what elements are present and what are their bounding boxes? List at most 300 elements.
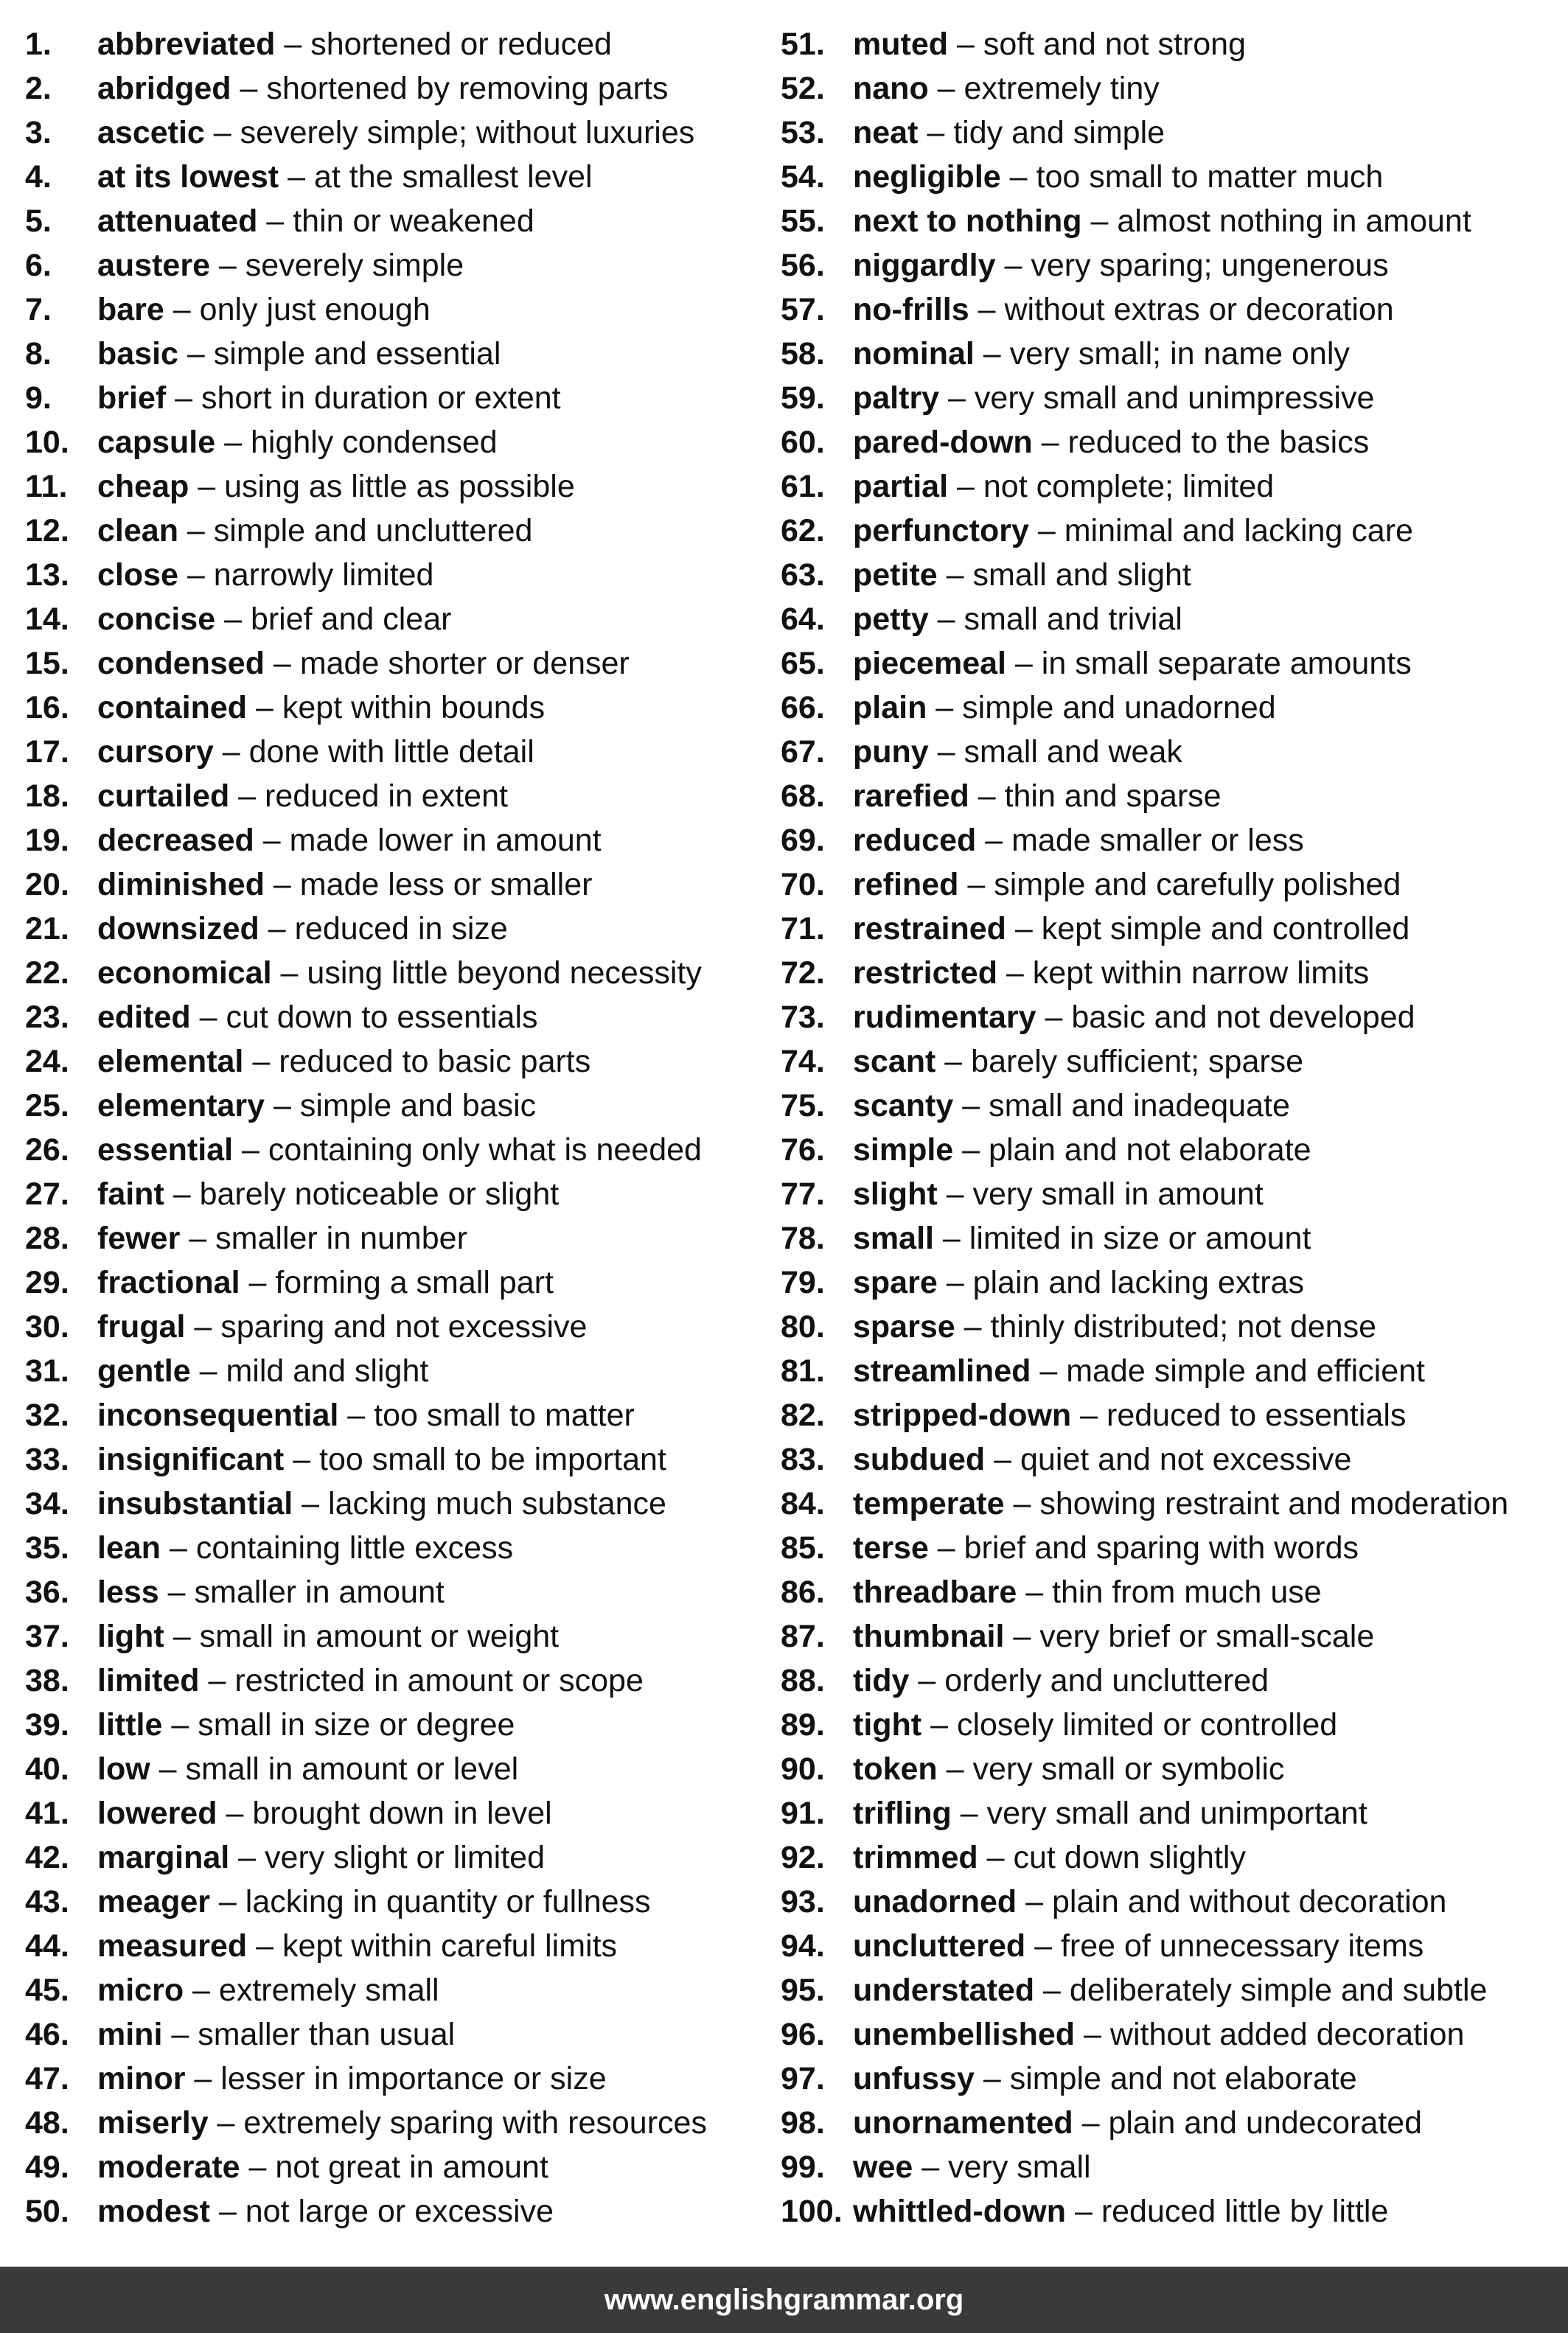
list-item (781, 243, 1562, 287)
item-number: 79. (781, 1265, 825, 1300)
list-item (25, 1349, 799, 1393)
item-number: 31. (25, 1353, 69, 1389)
footer-bar (0, 2267, 1568, 2333)
list-item (25, 1084, 799, 1128)
item-definition: containing only what is needed (268, 1132, 702, 1168)
item-separator: – (209, 1884, 245, 1919)
list-item (25, 1924, 799, 1968)
list-item (781, 464, 1562, 509)
item-number: 9. (25, 380, 52, 416)
item-separator: – (1004, 1619, 1040, 1654)
item-word: muted (853, 27, 948, 62)
item-separator: – (233, 1132, 268, 1168)
item-definition: mild and slight (226, 1353, 429, 1389)
item-number: 14. (25, 601, 69, 637)
item-definition: very small in amount (972, 1176, 1264, 1212)
item-number: 91. (781, 1796, 825, 1831)
item-separator: – (213, 734, 249, 770)
item-number: 7. (25, 292, 52, 327)
item-definition: too small to matter (374, 1398, 635, 1433)
item-separator: – (162, 1707, 198, 1743)
item-separator: – (939, 380, 975, 416)
item-definition: very small (948, 2149, 1091, 2185)
list-item (781, 420, 1562, 464)
item-definition: extremely sparing with resources (243, 2105, 707, 2141)
item-word: cursory (97, 734, 214, 770)
item-number: 20. (25, 867, 69, 902)
item-word: micro (97, 1973, 184, 2008)
item-number: 21. (25, 911, 69, 946)
item-number: 28. (25, 1221, 69, 1256)
item-separator: – (1017, 1574, 1053, 1610)
item-separator: – (955, 1309, 991, 1345)
item-number: 52. (781, 71, 825, 106)
item-number: 49. (25, 2149, 69, 2185)
item-separator: – (918, 115, 954, 150)
item-separator: – (1071, 1398, 1107, 1433)
list-item (781, 1924, 1562, 1968)
list-item (781, 2145, 1562, 2189)
list-item (25, 2012, 799, 2057)
item-word: restricted (853, 955, 997, 991)
list-item (781, 1216, 1562, 1260)
item-word: piecemeal (853, 646, 1006, 681)
item-number: 3. (25, 115, 52, 150)
item-number: 77. (781, 1176, 825, 1212)
item-word: scant (853, 1044, 936, 1079)
item-number: 4. (25, 159, 52, 195)
item-separator: – (164, 1619, 200, 1654)
item-separator: – (247, 690, 282, 725)
item-definition: showing restraint and moderation (1039, 1486, 1509, 1521)
item-separator: – (184, 1973, 219, 2008)
item-definition: deliberately simple and subtle (1069, 1973, 1488, 2008)
item-separator: – (1032, 425, 1068, 460)
item-separator: – (189, 469, 225, 504)
item-separator: – (215, 601, 251, 637)
item-number: 88. (781, 1663, 825, 1698)
item-separator: – (284, 1442, 320, 1477)
item-number: 90. (781, 1751, 825, 1787)
list-item (781, 907, 1562, 951)
item-number: 19. (25, 823, 69, 858)
list-item (781, 66, 1562, 111)
list-item (781, 2057, 1562, 2101)
item-definition: basic and not developed (1071, 1000, 1415, 1035)
list-item (25, 686, 799, 730)
list-item (25, 509, 799, 553)
item-definition: severely simple; without luxuries (240, 115, 695, 150)
item-separator: – (264, 867, 300, 902)
item-separator: – (1006, 911, 1042, 946)
word-list-left-column (25, 22, 799, 2233)
list-item (781, 641, 1562, 686)
item-definition: not large or excessive (245, 2194, 554, 2229)
item-separator: – (265, 646, 300, 681)
item-separator: – (215, 425, 251, 460)
item-definition: simple and carefully polished (994, 867, 1401, 902)
list-item (781, 199, 1562, 243)
list-item (25, 1216, 799, 1260)
item-number: 68. (781, 778, 825, 814)
list-item (25, 1260, 799, 1305)
item-definition: thin and sparse (1004, 778, 1222, 814)
item-separator: – (953, 1088, 989, 1123)
item-number: 65. (781, 646, 825, 681)
item-definition: lacking much substance (328, 1486, 666, 1521)
item-word: little (97, 1707, 163, 1743)
item-word: unornamented (853, 2105, 1073, 2141)
item-definition: reduced in extent (265, 778, 508, 814)
item-number: 51. (781, 27, 825, 62)
list-item (25, 1968, 799, 2012)
item-separator: – (257, 203, 293, 239)
list-item (25, 1835, 799, 1880)
item-separator: – (1075, 2017, 1110, 2052)
item-number: 84. (781, 1486, 825, 1521)
item-number: 95. (781, 1973, 825, 2008)
list-item (781, 2189, 1562, 2233)
item-separator: – (178, 336, 214, 372)
item-definition: not great in amount (275, 2149, 548, 2185)
item-separator: – (921, 1707, 957, 1743)
item-word: sparse (853, 1309, 955, 1345)
item-word: mini (97, 2017, 163, 2052)
item-number: 50. (25, 2194, 69, 2229)
item-number: 36. (25, 1574, 69, 1610)
item-number: 54. (781, 159, 825, 195)
list-item (25, 155, 799, 199)
item-definition: limited in size or amount (969, 1221, 1311, 1256)
item-definition: orderly and uncluttered (944, 1663, 1269, 1698)
item-number: 60. (781, 425, 825, 460)
item-separator: – (995, 248, 1031, 283)
item-word: condensed (97, 646, 265, 681)
list-item (781, 287, 1562, 332)
item-word: fewer (97, 1221, 181, 1256)
item-word: minor (97, 2061, 186, 2096)
item-definition: kept within narrow limits (1032, 955, 1370, 991)
list-item (25, 1526, 799, 1570)
item-number: 8. (25, 336, 52, 372)
item-separator: – (997, 955, 1033, 991)
item-number: 25. (25, 1088, 69, 1123)
item-separator: – (217, 1796, 253, 1831)
item-number: 61. (781, 469, 825, 504)
item-separator: – (1034, 1973, 1070, 2008)
item-number: 17. (25, 734, 69, 770)
item-word: temperate (853, 1486, 1005, 1521)
item-definition: without extras or decoration (1004, 292, 1394, 327)
item-word: trimmed (853, 1840, 978, 1875)
item-separator: – (1017, 1884, 1052, 1919)
item-definition: brief and sparing with words (964, 1530, 1359, 1566)
list-item (781, 1614, 1562, 1659)
item-definition: shortened or reduced (310, 27, 612, 62)
item-separator: – (935, 1044, 972, 1079)
item-separator: – (158, 1574, 195, 1610)
list-item (781, 1791, 1562, 1835)
item-word: less (97, 1574, 159, 1610)
item-separator: – (180, 1221, 216, 1256)
item-number: 41. (25, 1796, 69, 1831)
item-word: pared-down (853, 425, 1033, 460)
item-separator: – (969, 292, 1005, 327)
item-definition: reduced to the basics (1067, 425, 1370, 460)
list-item (25, 1747, 799, 1791)
item-definition: smaller in amount (194, 1574, 445, 1610)
item-definition: reduced to basic parts (279, 1044, 591, 1079)
item-number: 64. (781, 601, 825, 637)
item-word: cheap (97, 469, 189, 504)
item-definition: simple and not elaborate (1009, 2061, 1357, 2096)
item-definition: very sparing; ungenerous (1031, 248, 1389, 283)
item-word: capsule (97, 425, 216, 460)
item-word: downsized (97, 911, 259, 946)
item-word: paltry (853, 380, 940, 416)
item-definition: brief and clear (250, 601, 452, 637)
list-item (25, 1791, 799, 1835)
item-number: 58. (781, 336, 825, 372)
item-word: reduced (853, 823, 977, 858)
item-word: modest (97, 2194, 210, 2229)
item-word: unadorned (853, 1884, 1017, 1919)
item-number: 89. (781, 1707, 825, 1743)
item-number: 98. (781, 2105, 825, 2141)
item-definition: narrowly limited (213, 557, 434, 593)
item-number: 76. (781, 1132, 825, 1168)
list-item (781, 951, 1562, 995)
item-definition: simple and uncluttered (213, 513, 533, 548)
list-item (25, 199, 799, 243)
item-number: 69. (781, 823, 825, 858)
item-separator: – (150, 1751, 186, 1787)
item-definition: very brief or small-scale (1039, 1619, 1375, 1654)
item-separator: – (178, 557, 214, 593)
list-item (25, 332, 799, 376)
item-word: next to nothing (853, 203, 1082, 239)
item-separator: – (937, 1265, 973, 1300)
list-item (25, 995, 799, 1039)
item-definition: closely limited or controlled (956, 1707, 1338, 1743)
item-number: 92. (781, 1840, 825, 1875)
item-definition: small and inadequate (989, 1088, 1290, 1123)
item-definition: too small to be important (319, 1442, 666, 1477)
item-number: 5. (25, 203, 52, 239)
item-definition: quiet and not excessive (1020, 1442, 1352, 1477)
list-item (25, 2057, 799, 2101)
item-separator: – (185, 1309, 221, 1345)
item-definition: barely noticeable or slight (199, 1176, 560, 1212)
list-item (781, 1835, 1562, 1880)
item-definition: in small separate amounts (1041, 646, 1412, 681)
item-number: 86. (781, 1574, 825, 1610)
list-item (25, 1880, 799, 1924)
item-number: 67. (781, 734, 825, 770)
item-number: 85. (781, 1530, 825, 1566)
list-item (781, 597, 1562, 641)
item-definition: small in amount or level (185, 1751, 519, 1787)
list-item (25, 1703, 799, 1747)
item-word: fractional (97, 1265, 240, 1300)
item-number: 45. (25, 1973, 69, 2008)
item-word: insignificant (97, 1442, 285, 1477)
item-word: thumbnail (853, 1619, 1005, 1654)
list-item (25, 243, 799, 287)
item-separator: – (928, 71, 964, 106)
list-item (781, 995, 1562, 1039)
item-word: limited (97, 1663, 200, 1698)
item-definition: very small; in name only (1009, 336, 1350, 372)
item-definition: made less or smaller (299, 867, 593, 902)
item-separator: – (948, 27, 983, 62)
item-number: 33. (25, 1442, 69, 1477)
item-number: 43. (25, 1884, 69, 1919)
item-definition: reduced little by little (1101, 2194, 1389, 2229)
item-number: 6. (25, 248, 52, 283)
item-separator: – (913, 2149, 949, 2185)
item-word: wee (853, 2149, 913, 2185)
list-item (781, 111, 1562, 155)
list-item (25, 862, 799, 907)
list-item (781, 1039, 1562, 1084)
item-definition: reduced to essentials (1107, 1398, 1407, 1433)
list-item (781, 1084, 1562, 1128)
list-item (781, 22, 1562, 66)
item-separator: – (985, 1442, 1020, 1477)
item-separator: – (937, 557, 973, 593)
item-word: attenuated (97, 203, 258, 239)
list-item (781, 1172, 1562, 1216)
item-number: 1. (25, 27, 52, 62)
item-word: moderate (97, 2149, 240, 2185)
item-word: terse (853, 1530, 929, 1566)
item-definition: at the smallest level (313, 159, 593, 195)
item-word: tight (853, 1707, 922, 1743)
item-definition: lesser in importance or size (220, 2061, 607, 2096)
item-separator: – (279, 159, 314, 195)
item-definition: very small and unimportant (986, 1796, 1367, 1831)
item-definition: plain and lacking extras (972, 1265, 1304, 1300)
item-word: refined (853, 867, 959, 902)
item-definition: cut down to essentials (226, 1000, 538, 1035)
item-separator: – (1000, 159, 1036, 195)
item-separator: – (271, 955, 307, 991)
item-separator: – (1073, 2105, 1109, 2141)
item-word: close (97, 557, 178, 593)
list-item (25, 22, 799, 66)
item-word: inconsequential (97, 1398, 339, 1433)
item-word: faint (97, 1176, 164, 1212)
item-word: petite (853, 557, 938, 593)
item-number: 100. (781, 2194, 843, 2229)
item-word: niggardly (853, 248, 996, 283)
item-separator: – (209, 2194, 245, 2229)
list-item (25, 1039, 799, 1084)
item-definition: shortened by removing parts (266, 71, 669, 106)
item-word: elementary (97, 1088, 265, 1123)
item-word: simple (853, 1132, 954, 1168)
item-number: 2. (25, 71, 52, 106)
item-number: 15. (25, 646, 69, 681)
item-definition: containing little excess (195, 1530, 514, 1566)
item-word: tidy (853, 1663, 910, 1698)
item-word: perfunctory (853, 513, 1029, 548)
list-item (781, 1880, 1562, 1924)
item-definition: small and weak (964, 734, 1182, 770)
item-word: partial (853, 469, 949, 504)
item-separator: – (937, 1751, 973, 1787)
item-definition: made smaller or less (1011, 823, 1304, 858)
item-number: 72. (781, 955, 825, 991)
list-item (781, 332, 1562, 376)
item-definition: small in size or degree (198, 1707, 515, 1743)
item-number: 24. (25, 1044, 69, 1079)
item-word: rudimentary (853, 1000, 1036, 1035)
item-definition: using as little as possible (224, 469, 575, 504)
item-number: 44. (25, 1928, 69, 1964)
list-item (25, 376, 799, 420)
list-item (25, 641, 799, 686)
item-number: 27. (25, 1176, 69, 1212)
item-number: 99. (781, 2149, 825, 2185)
item-definition: almost nothing in amount (1117, 203, 1471, 239)
item-definition: small in amount or weight (199, 1619, 560, 1654)
item-definition: tidy and simple (953, 115, 1165, 150)
item-number: 22. (25, 955, 69, 991)
item-separator: – (265, 1088, 300, 1123)
item-word: lowered (97, 1796, 217, 1831)
item-number: 18. (25, 778, 69, 814)
item-number: 23. (25, 1000, 69, 1035)
item-word: abridged (97, 71, 231, 106)
item-word: abbreviated (97, 27, 276, 62)
item-definition: simple and essential (213, 336, 501, 372)
item-separator: – (978, 1840, 1014, 1875)
item-separator: – (1066, 2194, 1101, 2229)
list-item (25, 1570, 799, 1614)
list-item (25, 66, 799, 111)
item-number: 47. (25, 2061, 69, 2096)
item-definition: very small and unimpressive (974, 380, 1375, 416)
item-definition: cut down slightly (1013, 1840, 1246, 1875)
list-item (781, 1482, 1562, 1526)
item-word: scanty (853, 1088, 954, 1123)
item-definition: plain and undecorated (1108, 2105, 1423, 2141)
item-separator: – (1025, 1928, 1061, 1964)
item-number: 35. (25, 1530, 69, 1566)
list-item (781, 1968, 1562, 2012)
list-item (25, 464, 799, 509)
item-separator: – (974, 336, 1010, 372)
list-item (25, 1659, 799, 1703)
item-word: token (853, 1751, 938, 1787)
item-word: elemental (97, 1044, 244, 1079)
item-separator: – (1036, 1000, 1072, 1035)
item-word: nano (853, 71, 929, 106)
item-word: curtailed (97, 778, 230, 814)
list-item (781, 1570, 1562, 1614)
item-definition: sparing and not excessive (220, 1309, 588, 1345)
item-separator: – (162, 2017, 198, 2052)
list-item (25, 1437, 799, 1482)
item-separator: – (1081, 203, 1118, 239)
item-number: 75. (781, 1088, 825, 1123)
item-separator: – (229, 1840, 265, 1875)
list-item (781, 818, 1562, 862)
item-word: neat (853, 115, 919, 150)
item-number: 40. (25, 1751, 69, 1787)
